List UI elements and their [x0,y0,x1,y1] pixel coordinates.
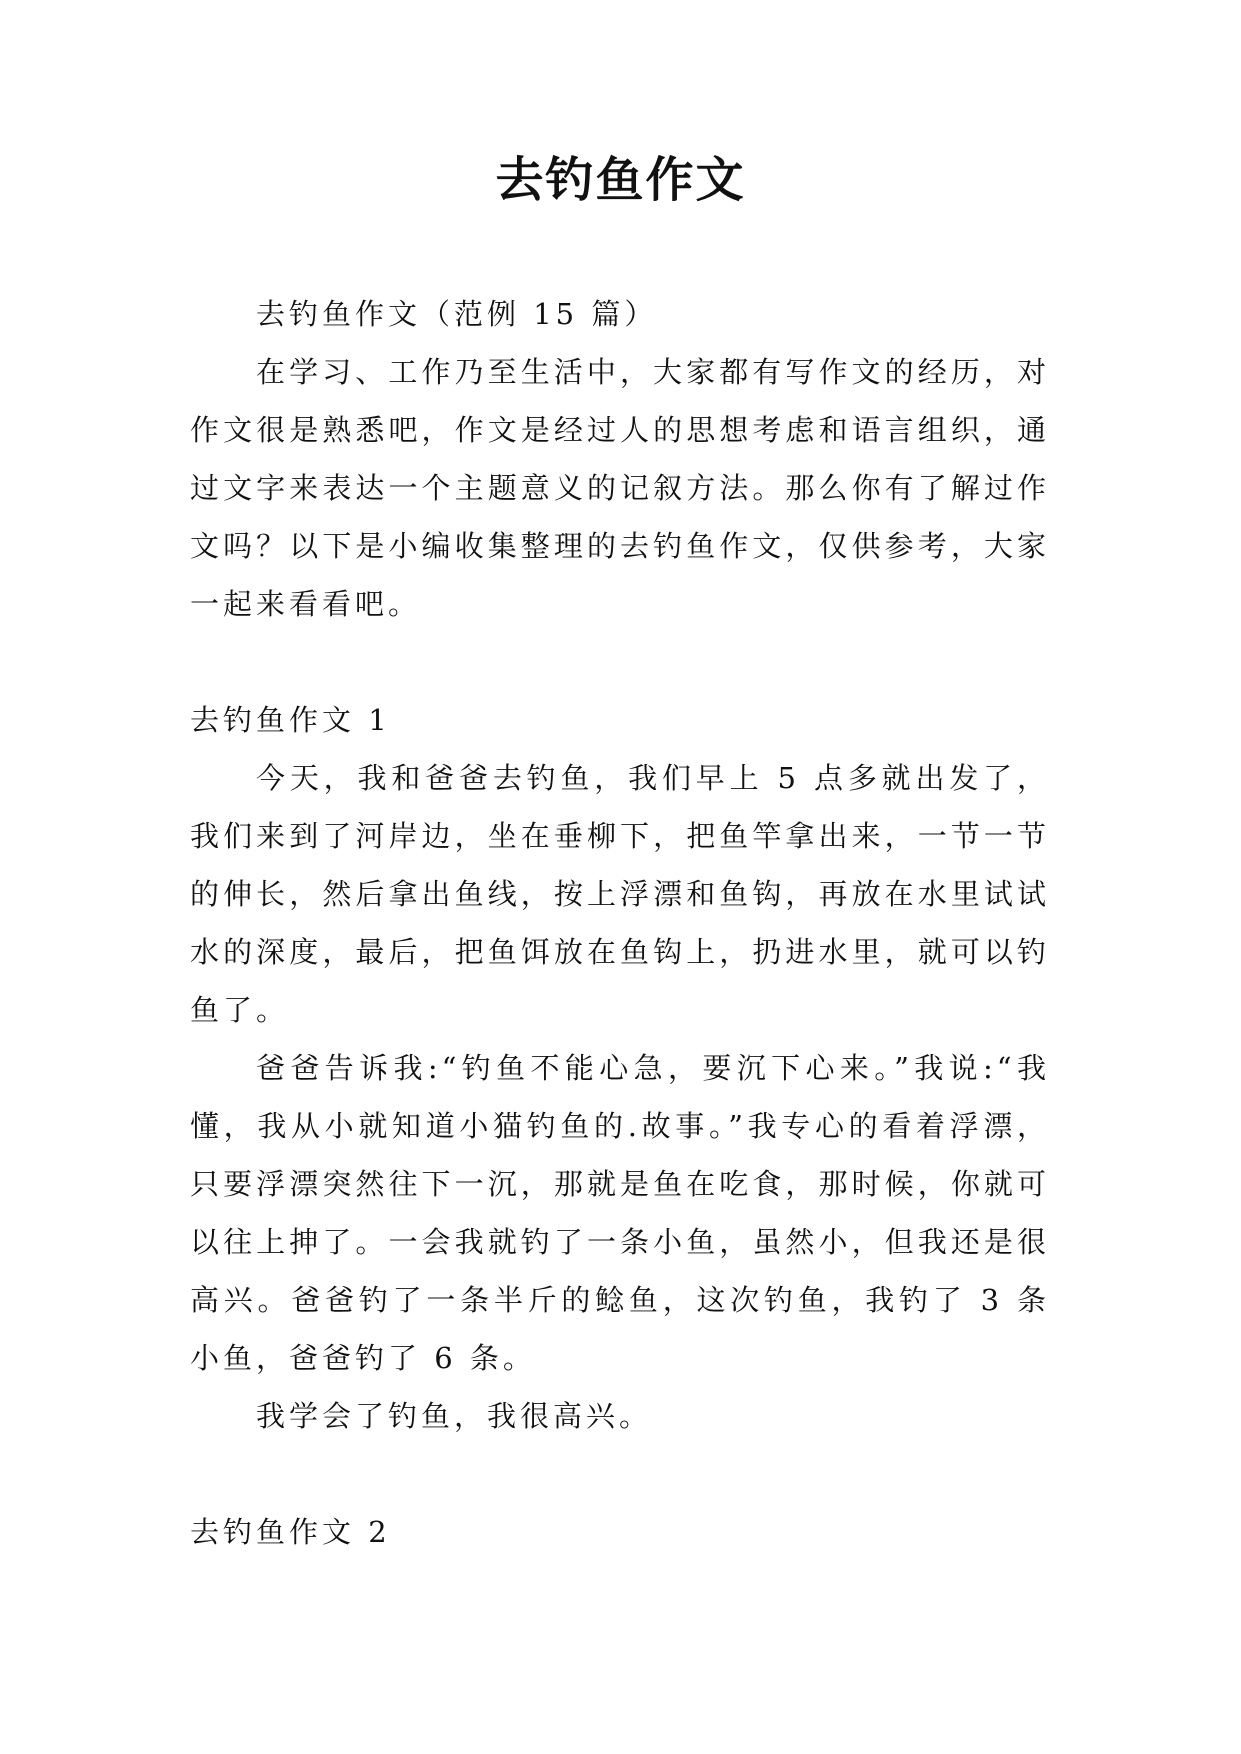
section-spacer [190,633,1050,691]
document-title: 去钓鱼作文 [495,152,746,208]
essay-1-paragraph-3: 我学会了钓鱼，我很高兴。 [256,1399,653,1433]
essay-2-heading: 去钓鱼作文 2 [190,1515,391,1549]
intro-paragraph: 在学习、工作乃至生活中，大家都有写作文的经历，对作文很是熟悉吧，作文是经过人的思想考虑和语言组织，通过文字来表达一个主题意义的记叙方法。那么你有了解过作文吗？以下是小编收集整理的去钓鱼作文，仅供参考，大家一起来看看吧。 [190,355,1050,621]
section-spacer [190,1445,1050,1503]
document-subtitle: 去钓鱼作文（范例 15 篇） [256,297,658,331]
essay-1-paragraph-1: 今天，我和爸爸去钓鱼，我们早上 5 点多就出发了，我们来到了河岸边，坐在垂柳下，把鱼竿拿出来，一节一节的伸长，然后拿出鱼线，按上浮漂和鱼钩，再放在水里试试水的深度，最后，把鱼饵放在鱼钩上，扔进水里，就可以钓鱼了。 [190,761,1050,1027]
essay-1-paragraph-2: 爸爸告诉我:“钓鱼不能心急，要沉下心来。”我说:“我懂，我从小就知道小猫钓鱼的.故事。”我专心的看着浮漂，只要浮漂突然往下一沉，那就是鱼在吃食，那时候，你就可以往上抻了。一会我就钓了一条小鱼，虽然小，但我还是很高兴。爸爸钓了一条半斤的鲶鱼，这次钓鱼，我钓了 3 条小鱼，爸爸钓了 6 条。 [190,1051,1050,1375]
essay-1-heading: 去钓鱼作文 1 [190,703,391,737]
document-body [190,285,1050,1561]
